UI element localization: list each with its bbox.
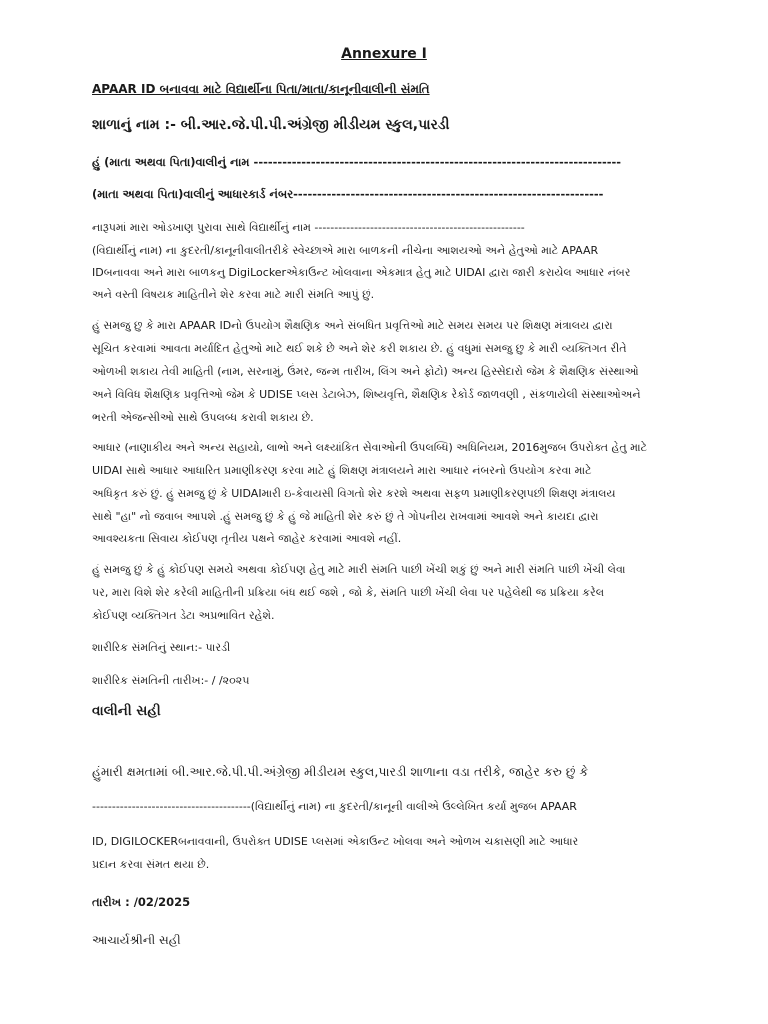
para2-line: ઓળખી શકાય તેવી માહિતી (નામ, સરનામું, ઉંમર, જન્મ તારીખ, લિંગ અને ફોટો) અન્ય હિસ્સેદારો જેમ કે શૈક્ષણિક સંસ્થાઓ (92, 365, 639, 378)
parent-name-field: હું (માતા અથવા પિતા)વાલીનું નામ ----------------------------------------------------------------------------- (92, 155, 622, 169)
para3-line: આધાર (નાણાકીય અને અન્ય સહાયો, લાભો અને લક્ષ્યાંકિત સેવાઓની ઉપલબ્ધિ) અધિનિયમ, 2016મુજબ ઉપરોક્ત હેતુ માટે (92, 441, 648, 454)
para3-line: UIDAI સાથે આધાર આધારિત પ્રમાણીકરણ કરવા માટે હું શિક્ષણ મંત્રાલયને મારા આધાર નંબરનો ઉપયોગ કરવા માટે (92, 464, 592, 477)
aadhaar-number-field: (માતા અથવા પિતા)વાલીનું આધારકાર્ડ નંબર----------------------------------------------------------------- (92, 187, 604, 201)
consent-heading: APAAR ID બનાવવા માટે વિદ્યાર્થીના પિતા/માતા/કાનૂનીવાલીની સંમતિ (92, 82, 430, 96)
principal-para-line: પ્રદાન કરવા સંમત થયા છે. (92, 858, 210, 871)
para1-line: (વિદ્યાર્થીનું નામ) ના કુદરતી/કાનૂનીવાલીતરીકે સ્વેચ્છાએ મારા બાળકની નીચેના આશયઓ અને હેતુઓ માટે APAAR (92, 244, 599, 257)
para2-line: સૂચિત કરવામાં આવતા મર્યાદિત હેતુઓ માટે થઈ શકે છે અને શેર કરી શકાય છે. હું વધુમાં સમજુ છુ કે મારી વ્યક્તિગત રીતે (92, 342, 627, 355)
para2-line: અને વિવિધ શૈક્ષણિક પ્રવૃત્તિઓ જેમ કે UDISE પ્લસ ડેટાબેઝ, શિષ્યવૃત્તિ, શૈક્ષણિક રેકોર્ડ જાળવણી , સંકળાયેલી સંસ્થાઓઅને (92, 388, 641, 401)
school-name-line: શાળાનું નામ :- બી.આર.જે.પી.પી.અંગ્રેજી મીડીયમ સ્કુલ,પારડી (92, 117, 450, 133)
para2-line: ભરતી એજન્સીઓ સાથે ઉપલબ્ધ કરાવી શકાય છે. (92, 411, 314, 424)
para4-line: હું સમજુ છું કે હું કોઈપણ સમયે અથવા કોઈપણ હેતુ માટે મારી સંમતિ પાછી ખેંચી શકું છું અને મારી સંમતિ પાછી ખેંચી લેવા (92, 563, 626, 576)
para1-line: નારૂપમાં મારા ઓડખાણ પુરાવા સાથે વિદ્યાર્થીનું નામ ----------------------------------------------------- (92, 221, 525, 234)
para4-line: કોઈપણ વ્યક્તિગત ડેટા અપ્રભાવિત રહેશે. (92, 609, 275, 622)
para1-line: અને વસ્તી વિષયક માહિતીને શેર કરવા માટે મારી સંમતિ આપું છું. (92, 288, 375, 301)
principal-para-line: ----------------------------------------(વિદ્યાર્થીનું નામ) ના કુદરતી/કાનૂની વાલીએ ઉલ્લેખિત કર્યા મુજબ APAAR (92, 800, 577, 813)
principal-signature-label: આચાર્યશ્રીની સહી (92, 933, 181, 947)
consent-date: શારીરિક સંમતિની તારીખ:- / /૨૦૨૫ (92, 674, 250, 687)
para2-line: હું સમજુ છુ કે મારા APAAR IDનો ઉપયોગ શૈક્ષણિક અને સંબધિત પ્રવૃત્તિઓ માટે સમય સમય પર શિક્ષણ મંત્રાલય દ્વારા (92, 319, 613, 332)
declaration-date: તારીખ : /02/2025 (92, 895, 191, 909)
para3-line: આવશ્યકતા સિવાય કોઈપણ તૃતીય પક્ષને જાહેર કરવામાં આવશે નહીં. (92, 532, 402, 545)
principal-declaration: હુંમારી ક્ષમતામાં બી.આર.જે.પી.પી.અંગ્રેજી મીડીયમ સ્કુલ,પારડી શાળાના વડા તરીકે, જાહેર કરુ છું કે (92, 764, 589, 779)
para4-line: પર, મારા વિશે શેર કરેલી માહિતીની પ્રક્રિયા બંધ થઈ જશે , જો કે, સંમતિ પાછી ખેંચી લેવા પર પહેલેથી જ પ્રક્રિયા કરેલ (92, 586, 605, 599)
para3-line: અધિકૃત કરું છું. હું સમજુ છું કે UIDAIમારી ઇ-કેવાયસી વિગતો શેર કરશે અથવા સફળ પ્રમાણીકરણપછી શિક્ષણ મંત્રાલય (92, 487, 616, 500)
principal-para-line: ID, DIGILOCKERબનાવવાની, ઉપરોક્ત UDISE પ્લસમાં એકાઉન્ટ ખોલવા અને ઓળખ ચકાસણી માટે આધાર (92, 835, 579, 848)
consent-place: શારીરિક સંમતિનું સ્થાન:- પારડી (92, 641, 231, 654)
guardian-signature-label: વાલીની સહી (92, 703, 161, 719)
para3-line: સાથે "હા" નો જવાબ આપશે .હું સમજુ છું કે હું જે માહિતી શેર કરું છું તે ગોપનીય રાખવામાં આવશે અને કાયદા દ્વારા (92, 510, 599, 523)
annexure-title: Annexure I (341, 46, 427, 62)
para1-line: IDબનાવવા અને મારા બાળકનુ DigiLockerએકાઉન્ટ ખોલવાના એકમાત્ર હેતુ માટે UIDAI દ્વારા જારી કરાયેલ આધાર નંબર (92, 266, 631, 279)
